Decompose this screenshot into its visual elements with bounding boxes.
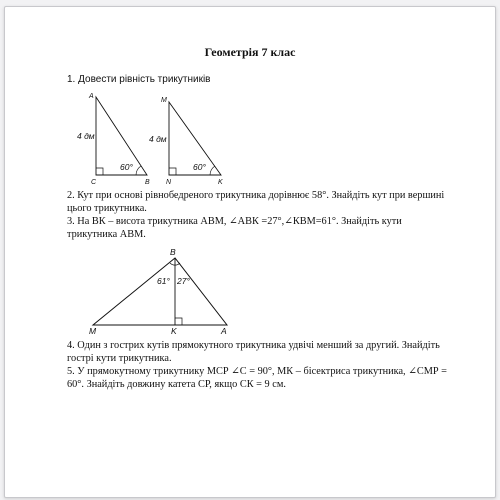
task-5: 5. У прямокутному трикутнику МСР ∠С = 90°, МК – бісектриса трикутника, ∠СМР = 60°. Знайдіть довжину катета СР, якщо СК = 9 см.: [67, 366, 447, 390]
vertex-label-b: B: [145, 179, 150, 186]
angle-label-61: 61°: [157, 276, 170, 286]
angle-label-left: 60°: [120, 162, 133, 172]
vertex-label-m2: M: [89, 326, 97, 336]
vertex-label-b2: B: [170, 247, 176, 257]
side-length-right: 4 дм: [149, 134, 167, 144]
vertex-label-c: C: [91, 179, 97, 186]
vertex-label-k: K: [218, 179, 223, 186]
vertex-label-m: M: [161, 97, 167, 104]
side-length-left: 4 дм: [77, 131, 95, 141]
task-4: 4. Один з гострих кутів прямокутного трикутника удвічі менший за другий. Знайдіть гострі кути трикутника.: [67, 340, 440, 364]
vertex-label-n: N: [166, 179, 172, 186]
angle-label-27: 27°: [177, 276, 190, 286]
worksheet-page: [4, 6, 496, 498]
vertex-label-a: A: [89, 93, 94, 100]
vertex-label-a2: A: [221, 326, 227, 336]
triangle-acb: [77, 93, 150, 186]
task-2: 2. Кут при основі рівнобедреного трикутника дорівнює 58°. Знайдіть кут при вершині цього трикутника.: [67, 190, 445, 214]
vertex-label-k2: K: [171, 326, 177, 336]
figure-two-triangles: [5, 7, 495, 497]
page-title: Геометрія 7 клас: [204, 45, 296, 59]
triangle-mnk: [149, 97, 223, 186]
triangle-abm: [89, 247, 227, 336]
task-3: 3. На ВК – висота трикутника АВМ, ∠АВК =27°,∠КВМ=61°. Знайдіть кути трикутника АВМ.: [67, 216, 402, 240]
task-1: 1. Довести рівність трикутників: [67, 74, 211, 85]
angle-label-right: 60°: [193, 162, 206, 172]
